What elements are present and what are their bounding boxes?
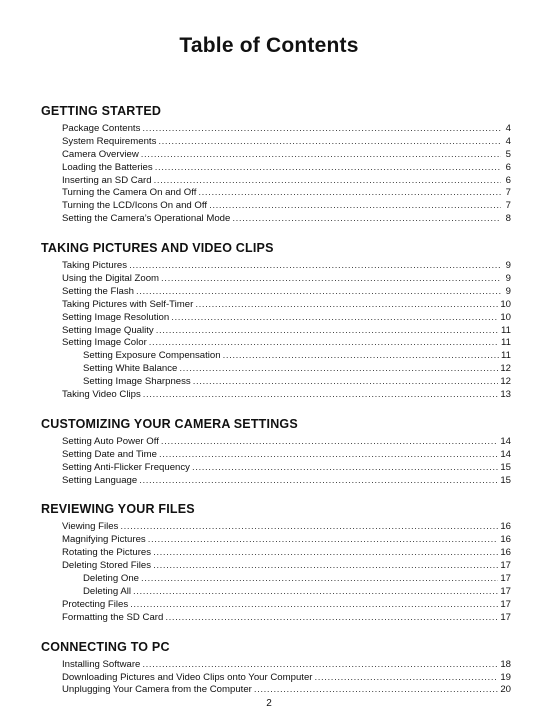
toc-entry[interactable] <box>62 149 511 162</box>
entry-page-number: 12 <box>500 363 511 375</box>
entry-page-number: 20 <box>500 684 511 696</box>
entry-page-number: 11 <box>501 350 511 362</box>
entry-label: Using the Digital Zoom <box>62 273 160 285</box>
entry-label: Formatting the SD Card <box>62 611 164 623</box>
toc-entry[interactable] <box>62 521 511 534</box>
entry-page-number: 7 <box>505 187 511 199</box>
toc-entry[interactable] <box>62 684 511 697</box>
dot-leader <box>158 136 501 149</box>
dot-leader <box>142 659 498 672</box>
toc-entry[interactable] <box>62 187 511 200</box>
dot-leader <box>195 299 498 312</box>
dot-leader <box>129 260 501 273</box>
entry-page-number: 16 <box>500 534 511 546</box>
section-heading: REVIEWING YOUR FILES <box>41 502 195 517</box>
toc-subentry[interactable] <box>83 363 511 376</box>
entry-page-number: 12 <box>500 376 511 388</box>
entry-label: Setting Exposure Compensation <box>83 350 221 362</box>
entry-label: Turning the Camera On and Off <box>62 187 197 199</box>
entry-label: Setting Image Quality <box>62 324 154 336</box>
entry-page-number: 5 <box>505 148 511 160</box>
dot-leader <box>179 363 498 376</box>
dot-leader <box>193 376 499 389</box>
entry-page-number: 9 <box>505 260 511 272</box>
entry-page-number: 13 <box>500 389 511 401</box>
entry-label: Setting Anti-Flicker Frequency <box>62 461 190 473</box>
toc-section <box>41 102 511 226</box>
toc-subentry[interactable] <box>83 573 511 586</box>
entry-label: Setting Auto Power Off <box>62 435 159 447</box>
toc-entry[interactable] <box>62 560 511 573</box>
entry-page-number: 11 <box>501 324 511 336</box>
entry-page-number: 15 <box>500 474 511 486</box>
toc-entry[interactable] <box>62 659 511 672</box>
toc-subentry[interactable] <box>83 376 511 389</box>
entry-label: Deleting One <box>83 573 139 585</box>
entry-label: Downloading Pictures and Video Clips onto Your Computer <box>62 671 313 683</box>
toc-entry[interactable] <box>62 672 511 685</box>
toc-entry[interactable] <box>62 200 511 213</box>
entry-page-number: 7 <box>505 200 511 212</box>
entry-page-number: 17 <box>500 611 511 623</box>
toc-entry[interactable] <box>62 475 511 488</box>
toc-entry[interactable] <box>62 162 511 175</box>
entry-page-number: 17 <box>500 598 511 610</box>
entry-label: Package Contents <box>62 123 141 134</box>
dot-leader <box>192 462 498 475</box>
dot-leader <box>130 599 498 612</box>
toc-entry[interactable] <box>62 436 511 449</box>
dot-leader <box>198 187 501 200</box>
dot-leader <box>143 389 499 402</box>
entry-page-number: 19 <box>500 671 511 683</box>
toc-section <box>41 415 511 488</box>
dot-leader <box>149 337 499 350</box>
toc-subentry[interactable] <box>83 586 511 599</box>
entry-page-number: 14 <box>500 435 511 447</box>
entry-label: Installing Software <box>62 658 141 670</box>
dot-leader <box>254 684 498 697</box>
toc-entry[interactable] <box>62 260 511 273</box>
toc-entry[interactable] <box>62 286 511 299</box>
section-heading: CUSTOMIZING YOUR CAMERA SETTINGS <box>41 416 298 431</box>
dot-leader <box>141 573 498 586</box>
dot-leader <box>223 350 499 363</box>
entry-label: Taking Pictures <box>62 260 128 272</box>
dot-leader <box>161 273 501 286</box>
dot-leader <box>232 213 501 226</box>
toc-entry[interactable] <box>62 389 511 402</box>
entry-label: Protecting Files <box>62 598 129 610</box>
entry-label: Setting Image Color <box>62 337 147 349</box>
entry-label: Unplugging Your Camera from the Computer <box>62 684 252 696</box>
entry-label: System Requirements <box>62 135 157 147</box>
entry-page-number: 8 <box>505 213 511 225</box>
toc-entry[interactable] <box>62 612 511 625</box>
toc-entry[interactable] <box>62 599 511 612</box>
entry-page-number: 14 <box>500 448 511 460</box>
dot-leader <box>314 672 498 685</box>
table-of-contents <box>41 102 511 710</box>
dot-leader <box>133 586 498 599</box>
dot-leader <box>136 286 501 299</box>
dot-leader <box>209 200 501 213</box>
entry-page-number: 17 <box>500 560 511 572</box>
entry-page-number: 9 <box>505 273 511 285</box>
entry-label: Magnifying Pictures <box>62 534 146 546</box>
dot-leader <box>139 475 498 488</box>
toc-entry[interactable] <box>62 299 511 312</box>
dot-leader <box>159 449 498 462</box>
entry-page-number: 18 <box>500 658 511 670</box>
dot-leader <box>154 175 501 188</box>
toc-section <box>41 638 511 698</box>
dot-leader <box>171 312 498 325</box>
entry-label: Taking Pictures with Self-Timer <box>62 298 194 310</box>
section-heading: TAKING PICTURES AND VIDEO CLIPS <box>41 241 274 256</box>
entry-page-number: 9 <box>505 285 511 297</box>
entry-page-number: 4 <box>505 123 511 134</box>
page-title: Table of Contents <box>179 34 359 57</box>
entry-label: Loading the Batteries <box>62 161 153 173</box>
toc-entry[interactable] <box>62 547 511 560</box>
entry-label: Inserting an SD Card <box>62 174 152 186</box>
dot-leader <box>142 123 501 136</box>
toc-entry[interactable] <box>62 462 511 475</box>
page-number: 2 <box>266 698 272 709</box>
toc-entry[interactable] <box>62 534 511 547</box>
toc-entry[interactable] <box>62 337 511 350</box>
toc-entry[interactable] <box>62 213 511 226</box>
entry-page-number: 16 <box>500 521 511 533</box>
entry-page-number: 11 <box>501 337 511 349</box>
entry-label: Rotating the Pictures <box>62 547 152 559</box>
dot-leader <box>156 325 499 338</box>
entry-label: Turning the LCD/Icons On and Off <box>62 200 208 212</box>
entry-label: Viewing Files <box>62 521 119 533</box>
entry-label: Setting the Flash <box>62 285 134 297</box>
entry-label: Deleting Stored Files <box>62 560 152 572</box>
toc-subentry[interactable] <box>83 350 511 363</box>
entry-label: Setting Image Resolution <box>62 311 170 323</box>
dot-leader <box>155 162 501 175</box>
section-heading: CONNECTING TO PC <box>41 639 170 654</box>
entry-page-number: 15 <box>500 461 511 473</box>
dot-leader <box>161 436 498 449</box>
toc-entry[interactable] <box>62 312 511 325</box>
entry-label: Setting Image Sharpness <box>83 376 191 388</box>
entry-page-number: 10 <box>500 311 511 323</box>
entry-page-number: 17 <box>500 573 511 585</box>
dot-leader <box>148 534 499 547</box>
toc-entry[interactable] <box>62 273 511 286</box>
dot-leader <box>141 149 501 162</box>
entry-label: Setting Date and Time <box>62 448 157 460</box>
entry-label: Camera Overview <box>62 148 139 160</box>
toc-entry[interactable] <box>62 136 511 149</box>
entry-label: Taking Video Clips <box>62 389 141 401</box>
toc-entry[interactable] <box>62 449 511 462</box>
dot-leader <box>120 521 498 534</box>
entry-label: Deleting All <box>83 585 131 597</box>
toc-section <box>41 500 511 624</box>
entry-page-number: 17 <box>500 585 511 597</box>
entry-page-number: 4 <box>505 135 511 147</box>
entry-page-number: 6 <box>505 161 511 173</box>
dot-leader <box>153 547 498 560</box>
toc-entry[interactable] <box>62 325 511 338</box>
toc-entry[interactable] <box>62 175 511 188</box>
toc-section <box>41 239 511 402</box>
dot-leader <box>153 560 498 573</box>
entry-label: Setting White Balance <box>83 363 178 375</box>
section-heading: GETTING STARTED <box>41 104 162 118</box>
dot-leader <box>165 612 498 625</box>
toc-entry[interactable] <box>62 123 511 136</box>
entry-label: Setting the Camera’s Operational Mode <box>62 213 231 225</box>
entry-page-number: 6 <box>505 174 511 186</box>
entry-label: Setting Language <box>62 474 138 486</box>
entry-page-number: 10 <box>500 298 511 310</box>
entry-page-number: 16 <box>500 547 511 559</box>
